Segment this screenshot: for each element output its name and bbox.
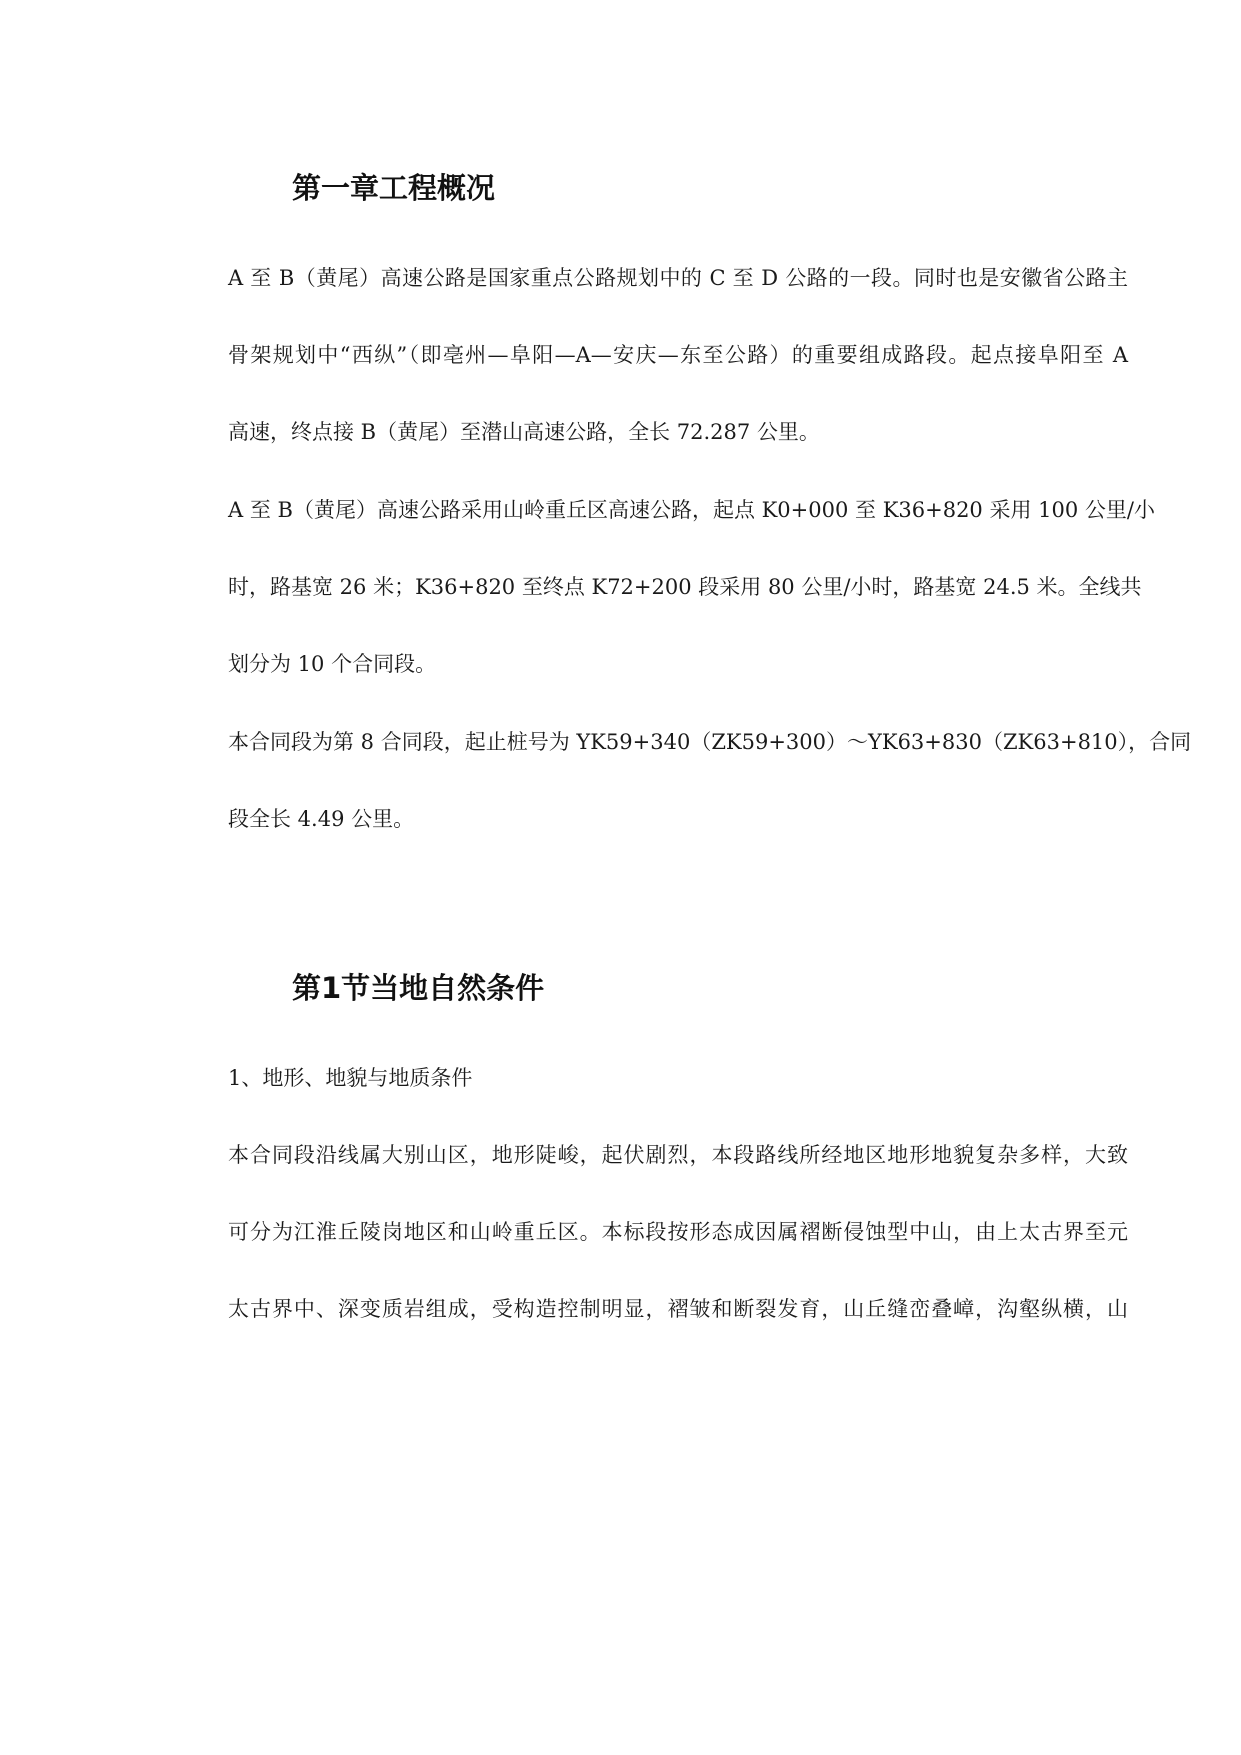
paragraph-line: 高速，终点接 B（黄尾）至潜山高速公路，全长 72.287 公里。 (228, 420, 820, 444)
paragraph-line: 骨架规划中“西纵”（即亳州—阜阳—A—安庆—东至公路）的重要组成路段。起点接阜阳至 A (228, 343, 1128, 367)
paragraph-line: 时，路基宽 26 米；K36+820 至终点 K72+200 段采用 80 公里/小时，路基宽 24.5 米。全线共 (228, 575, 1142, 599)
paragraph-line: 划分为 10 个合同段。 (228, 652, 437, 676)
paragraph-line: 本合同段沿线属大别山区，地形陡峻，起伏剧烈，本段路线所经地区地形地貌复杂多样，大致 (228, 1143, 1128, 1167)
paragraph-line: 本合同段为第 8 合同段，起止桩号为 YK59+340（ZK59+300）～YK63+830（ZK63+810），合同 (228, 730, 1192, 754)
paragraph-line: A 至 B（黄尾）高速公路采用山岭重丘区高速公路，起点 K0+000 至 K36+820 采用 100 公里/小 (228, 498, 1155, 522)
section-subheading: 1、地形、地貌与地质条件 (228, 1066, 473, 1090)
chapter-title: 第一章工程概况 (292, 171, 496, 205)
paragraph-line: 可分为江淮丘陵岗地区和山岭重丘区。本标段按形态成因属褶断侵蚀型中山，由上太古界至元 (228, 1220, 1128, 1244)
paragraph-line: 段全长 4.49 公里。 (228, 807, 415, 831)
paragraph-line: A 至 B（黄尾）高速公路是国家重点公路规划中的 C 至 D 公路的一段。同时也是安徽省公路主 (228, 266, 1128, 290)
section-title: 第1节当地自然条件 (292, 971, 545, 1005)
paragraph-line: 太古界中、深变质岩组成，受构造控制明显，褶皱和断裂发育，山丘缝峦叠嶂，沟壑纵横，山 (228, 1297, 1128, 1321)
